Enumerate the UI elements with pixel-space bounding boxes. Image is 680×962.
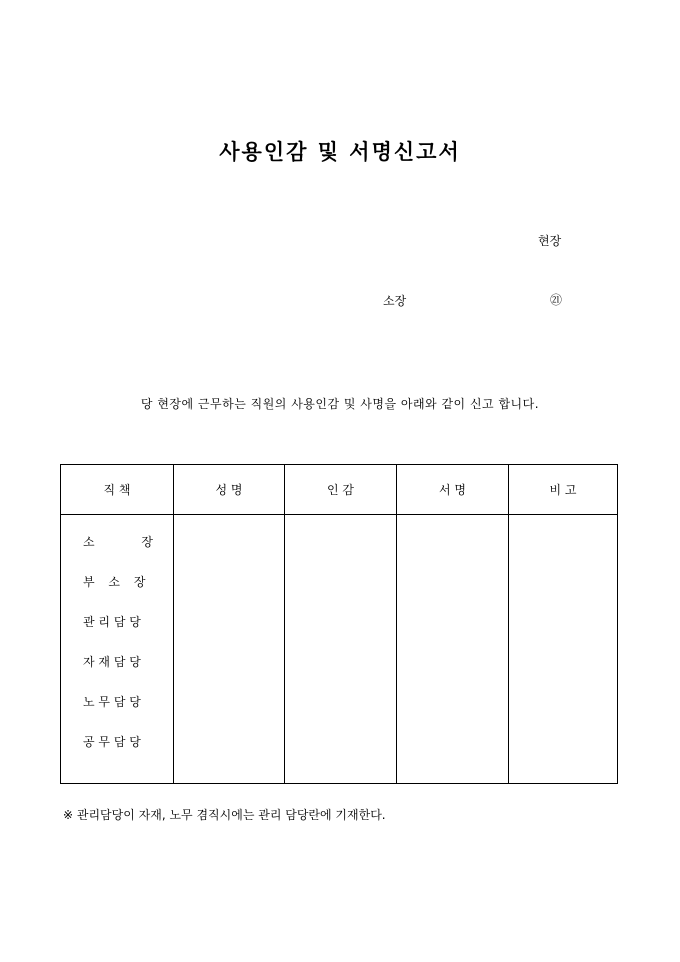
table-row xyxy=(61,515,618,784)
position-item-director xyxy=(83,532,153,572)
position-list xyxy=(61,515,173,772)
document-title: 사용인감 및 서명신고서 xyxy=(219,139,461,164)
header-name: 성 명 xyxy=(174,465,285,515)
position-item-materials: 자 재 담 당 xyxy=(83,655,141,669)
header-position: 직 책 xyxy=(61,465,174,515)
header-seal: 인 감 xyxy=(285,465,397,515)
remarks-cell[interactable] xyxy=(509,515,618,784)
name-cell[interactable] xyxy=(174,515,285,784)
position-char: 장 xyxy=(141,535,153,549)
seal-mark: ㉑ xyxy=(550,293,563,307)
position-cell xyxy=(61,515,174,784)
position-item-labor: 노 무 담 당 xyxy=(83,695,141,709)
position-char: 소 xyxy=(83,535,95,549)
declaration-statement: 당 현장에 근무하는 직원의 사용인감 및 사명을 아래와 같이 신고 합니다. xyxy=(140,397,540,411)
seal-registration-table xyxy=(60,464,618,784)
position-item-deputy-director: 부 소 장 xyxy=(83,575,146,589)
header-remarks: 비 고 xyxy=(509,465,618,515)
position-item-engineering: 공 무 담 당 xyxy=(83,735,141,749)
signature-cell[interactable] xyxy=(397,515,509,784)
table-header-row xyxy=(61,465,618,515)
header-signature: 서 명 xyxy=(397,465,509,515)
seal-cell[interactable] xyxy=(285,515,397,784)
footnote: ※ 관리담당이 자재, 노무 겸직시에는 관리 담당란에 기재한다. xyxy=(63,808,386,822)
site-label: 현장 xyxy=(538,234,562,248)
director-label: 소장 xyxy=(383,294,407,308)
position-item-management: 관 리 담 당 xyxy=(83,615,141,629)
